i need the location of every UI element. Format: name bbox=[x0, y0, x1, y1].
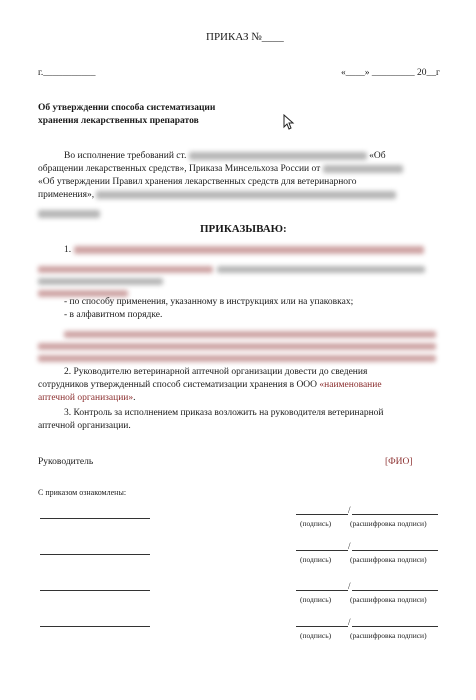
signature-decode-label: (расшифровка подписи) bbox=[350, 519, 427, 528]
item-1-number: 1. bbox=[64, 245, 72, 255]
item-1-bullet-alpha: - в алфавитном порядке. bbox=[64, 310, 163, 320]
item-2-line-3 bbox=[38, 392, 136, 405]
preamble-line-1-end: «Об bbox=[369, 151, 386, 161]
preamble-line-1-start: Во исполнение требований ст. bbox=[64, 151, 187, 161]
redacted-line bbox=[38, 349, 436, 367]
item-3-line-1: 3. Контроль за исполнением приказа возложить на руководителя ветеринарной bbox=[64, 408, 384, 418]
redacted-text bbox=[189, 152, 367, 160]
signature-label: (подпись) bbox=[300, 631, 332, 640]
preamble-line-2 bbox=[38, 163, 403, 176]
item-3-line-2: аптечной организации. bbox=[38, 421, 131, 431]
employee-name-line bbox=[40, 626, 150, 627]
signature-decode-line bbox=[352, 590, 438, 591]
acquainted-label: С приказом ознакомлены: bbox=[38, 488, 127, 497]
employee-name-line bbox=[40, 590, 150, 591]
redacted-text bbox=[96, 191, 396, 199]
slash-separator: / bbox=[348, 581, 351, 591]
document-title: ПРИКАЗ №____ bbox=[206, 31, 284, 43]
date-field: «____» _________ 20__г bbox=[341, 68, 440, 78]
signature-decode-line bbox=[352, 550, 438, 551]
slash-separator: / bbox=[348, 617, 351, 627]
redacted-text bbox=[323, 165, 403, 173]
preamble-line-3: «Об утверждении Правил хранения лекарственных средств для ветеринарного bbox=[38, 177, 357, 187]
signature-label: (подпись) bbox=[300, 595, 332, 604]
slash-separator: / bbox=[348, 541, 351, 551]
item-1-bullet-usage: - по способу применения, указанному в инструкциях или на упаковках; bbox=[64, 297, 354, 307]
signature-label: (подпись) bbox=[300, 555, 332, 564]
signature-line bbox=[296, 550, 348, 551]
city-field: г.___________ bbox=[38, 68, 96, 78]
signature-line bbox=[296, 626, 348, 627]
signature-decode-label: (расшифровка подписи) bbox=[350, 555, 427, 564]
order-heading: ПРИКАЗЫВАЮ: bbox=[200, 223, 287, 235]
preamble-line-4 bbox=[38, 189, 396, 202]
item-2-line-1: 2. Руководителю ветеринарной аптечной организации довести до сведения bbox=[64, 367, 368, 377]
organization-name-placeholder-end: аптечной организации» bbox=[38, 393, 134, 403]
slash-separator: / bbox=[348, 505, 351, 515]
signature-line bbox=[296, 590, 348, 591]
signature-label: (подпись) bbox=[300, 519, 332, 528]
signature-decode-line bbox=[352, 626, 438, 627]
item-1-line-1 bbox=[64, 244, 424, 257]
subject-line-2: хранения лекарственных препаратов bbox=[38, 116, 199, 126]
preamble-line-1 bbox=[64, 150, 386, 163]
signature-line bbox=[296, 514, 348, 515]
preamble-line-4-start: применения», bbox=[38, 190, 95, 200]
item-2-period: . bbox=[133, 393, 136, 403]
preamble-line-2-start: обращении лекарственных средств», Приказа Минсельхоза России от bbox=[38, 164, 321, 174]
signature-decode-label: (расшифровка подписи) bbox=[350, 631, 427, 640]
redacted-line bbox=[38, 205, 100, 223]
signature-fio-placeholder: [ФИО] bbox=[385, 457, 413, 467]
item-2-line-2 bbox=[38, 379, 382, 392]
subject-line-1: Об утверждении способа систематизации bbox=[38, 103, 216, 113]
signature-decode-line bbox=[352, 514, 438, 515]
mouse-cursor-icon bbox=[283, 114, 295, 130]
organization-name-placeholder: «наименование bbox=[319, 380, 382, 390]
signature-decode-label: (расшифровка подписи) bbox=[350, 595, 427, 604]
employee-name-line bbox=[40, 554, 150, 555]
redacted-text bbox=[74, 246, 424, 254]
signature-role: Руководитель bbox=[38, 457, 94, 467]
employee-name-line bbox=[40, 518, 150, 519]
item-2-line-2-start: сотрудников утвержденный способ систематизации хранения в ООО bbox=[38, 380, 318, 390]
